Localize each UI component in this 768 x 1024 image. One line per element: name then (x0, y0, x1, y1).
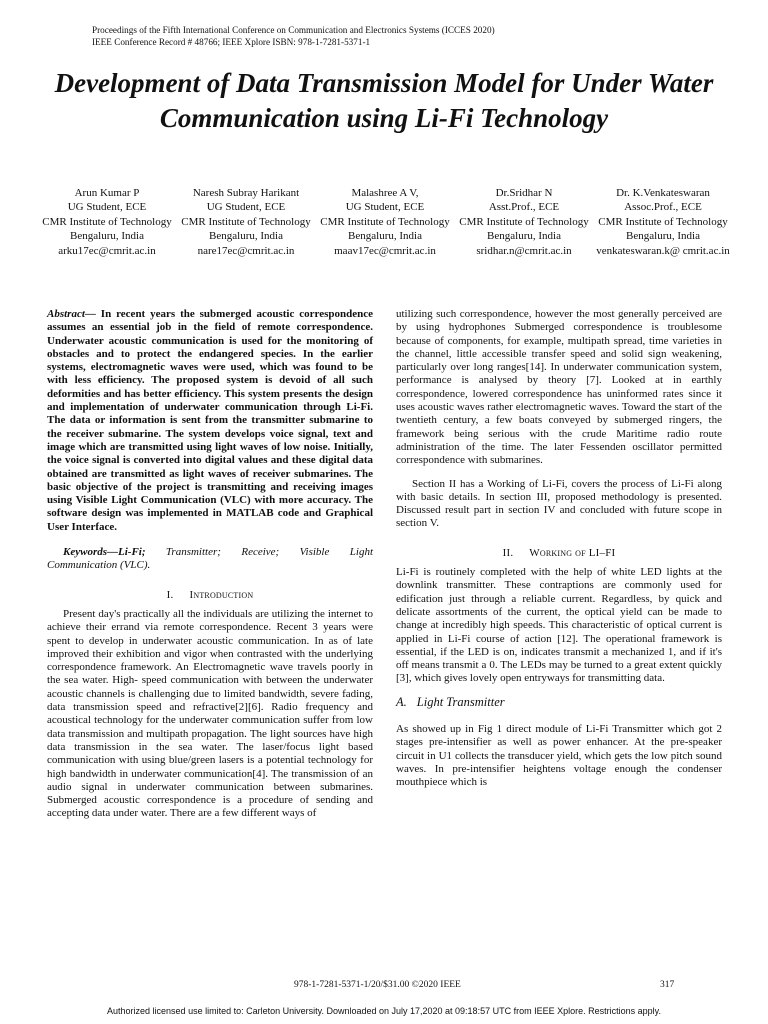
intro-continuation: utilizing such correspondence, however the most generally perceived are by using hydrophones Submerged correspondence is troublesome because of components, for example, multipath spread, time varieties in the channel, little accessible transfer speed and solid sign weakening, particularly over long ranges[14]. In underwater communication system, performance is analysed by theory [7]. Looked at in earthly correspondence, lowered correspondence has uninformed rates since it uses acoustic waves rather electromagnetic waves. Toward the start of the twentieth century, a few boats conveyed by submerged ringers, the framework being serious with the crude Maritime radio route administration of the time. The later Fessenden oscillator permitted correspondence with submarines. (396, 308, 722, 467)
author-email: nare17ec@cmrit.ac.in (197, 244, 295, 257)
section-title: Working of LI–FI (529, 546, 616, 559)
author-role: UG Student, ECE (67, 201, 147, 214)
author-block (457, 186, 591, 258)
section-heading-working (396, 547, 722, 560)
author-name: Naresh Subray Harikant (192, 187, 300, 199)
light-transmitter-paragraph: As showed up in Fig 1 direct module of Li-Fi Transmitter which got 2 stages pre-intensifier as well as power enhancer. At the pre-speaker circuit in U1 collects the transducer yield, which gets the low pitch sound waves. In pre-intensifier heightens voltage enough the condenser mouthpiece which is (396, 723, 722, 789)
license-notice: Authorized licensed use limited to: Carleton University. Downloaded on July 17,2020 at 09:18:57 UTC from IEEE Xplore. Restrictions apply. (107, 1006, 661, 1016)
author-location: Bengaluru, India (348, 230, 422, 243)
proceedings-line: Proceedings of the Fifth International Conference on Communication and Electronics Systems (ICCES 2020) (92, 25, 495, 35)
author-role: UG Student, ECE (345, 201, 425, 214)
author-block (179, 186, 313, 258)
author-affiliation: CMR Institute of Technology (459, 215, 589, 228)
author-email: maav17ec@cmrit.ac.in (334, 244, 436, 257)
abstract-text: In recent years the submerged acoustic correspondence assumes an essential job in the field of remote correspondence. Underwater acoustic communication is used for the monitoring of obstacles and to protect the endangered species. In the earlier systems, electromagnetic waves were used, which was found to be with less efficiency. The proposed system is devoid of all such deformities and has better efficiency. This system presents the design and implementation of underwater communication through Li-Fi. The data or information is sent from the transmitter submarine to the receiver submarine. The system develops voice signal, text and image which are transmitted using light waves of low noise. Initially, the voice signal is converted into digital values and these digital data obtained are transmitted as light waves of receiver submarines. The basic objective of the project is transmitting and receiving images using Visible Light Communication (VLC) with more accuracy. The software design was implemented in MATLAB code and Graphical User Interface. (47, 308, 373, 533)
author-role: UG Student, ECE (206, 201, 286, 214)
section-title: Introduction (189, 588, 254, 601)
section-number: I. (166, 588, 174, 601)
abstract (47, 308, 373, 534)
subsection-title: Light Transmitter (416, 694, 505, 709)
left-column (47, 308, 373, 821)
section-heading-introduction (47, 589, 373, 602)
author-affiliation: CMR Institute of Technology (181, 215, 311, 228)
author-name: Malashree A V, (351, 187, 419, 199)
right-column (396, 308, 722, 790)
author-email: sridhar.n@cmrit.ac.in (476, 244, 572, 257)
author-block (318, 186, 452, 258)
author-affiliation: CMR Institute of Technology (320, 215, 450, 228)
author-location: Bengaluru, India (626, 230, 700, 243)
author-name: Dr.Sridhar N (495, 187, 553, 199)
conference-header (92, 24, 495, 48)
author-name: Arun Kumar P (74, 187, 140, 199)
paper-outline-paragraph: Section II has a Working of Li-Fi, covers the process of Li-Fi along with basic details. In section III, proposed methodology is presented. Discussed result part in section IV and concluded with future scope in section V. (396, 477, 722, 530)
author-location: Bengaluru, India (209, 230, 283, 243)
footer-record: 978-1-7281-5371-1/20/$31.00 ©2020 IEEE (294, 980, 461, 990)
paper-title: Development of Data Transmission Model for Under Water Communication using Li-Fi Technology (54, 68, 714, 133)
subsection-number: A. (396, 694, 407, 709)
author-email: venkateswaran.k@ cmrit.ac.in (596, 244, 730, 257)
author-location: Bengaluru, India (70, 230, 144, 243)
abstract-lead: Abstract— (47, 308, 96, 320)
subsection-heading-light-transmitter (396, 696, 722, 709)
keywords-text: Transmitter; Receive; Visible Light Communication (VLC). (47, 546, 373, 572)
author-affiliation: CMR Institute of Technology (42, 215, 172, 228)
author-affiliation: CMR Institute of Technology (598, 215, 728, 228)
record-line: IEEE Conference Record # 48766; IEEE Xplore ISBN: 978-1-7281-5371-1 (92, 37, 371, 47)
author-role: Assoc.Prof., ECE (624, 201, 702, 214)
working-paragraph: Li-Fi is routinely completed with the help of white LED lights at the downlink transmitter. These contraptions are commonly used for edification just through a reliable current. Regardless, by quick and delicate assortments of the current, the optical yield can be made to change at incredibly high speeds. This characteristic of optical current is applied in Li-Fi course of action [12]. The operational framework is essential, if the LED is on, indicates transmit a mechanized 1, and if it's off means transmit a 0. The LEDs may be turned to a great extent quickly [3], which gives lovely open entryways for transmitting data. (396, 566, 722, 685)
author-email: arku17ec@cmrit.ac.in (58, 244, 156, 257)
section-number: II. (502, 546, 514, 559)
author-location: Bengaluru, India (487, 230, 561, 243)
author-role: Asst.Prof., ECE (488, 201, 560, 214)
keywords (47, 546, 373, 573)
page-number: 317 (660, 980, 675, 990)
author-block (596, 186, 730, 258)
author-block (40, 186, 174, 258)
author-list (40, 186, 730, 258)
intro-paragraph: Present day's practically all the individuals are utilizing the internet to achieve their errand via remote correspondence. Recent 3 years were spent to develop in underwater acoustic communication. In as of late improved their exhibition and vigor when contrasted with the underlying correspondence framework. An Electromagnetic wave travels poorly in the sea water. High- speed communication with between the underwater acoustic channels is challenging due to limited bandwidth, severe fading, data transmission speed and refractive[2][6]. Radio frequency and acoustical technology for the underwater communication suffer from low data transmission and multipath propagation. The light sources have high data transmission in the sea water. The laser/focus light based communication with using blue/green lasers is a potential technology for high bandwidth in underwater communication[4]. The transmission of an audio signal in underwater communication between submarines. Submerged acoustic correspondence is a procedure of sending and accepting data under water. There are a few different ways of (47, 607, 373, 820)
author-name: Dr. K.Venkateswaran (616, 187, 710, 199)
keywords-lead: Keywords—Li-Fi; (63, 546, 146, 559)
